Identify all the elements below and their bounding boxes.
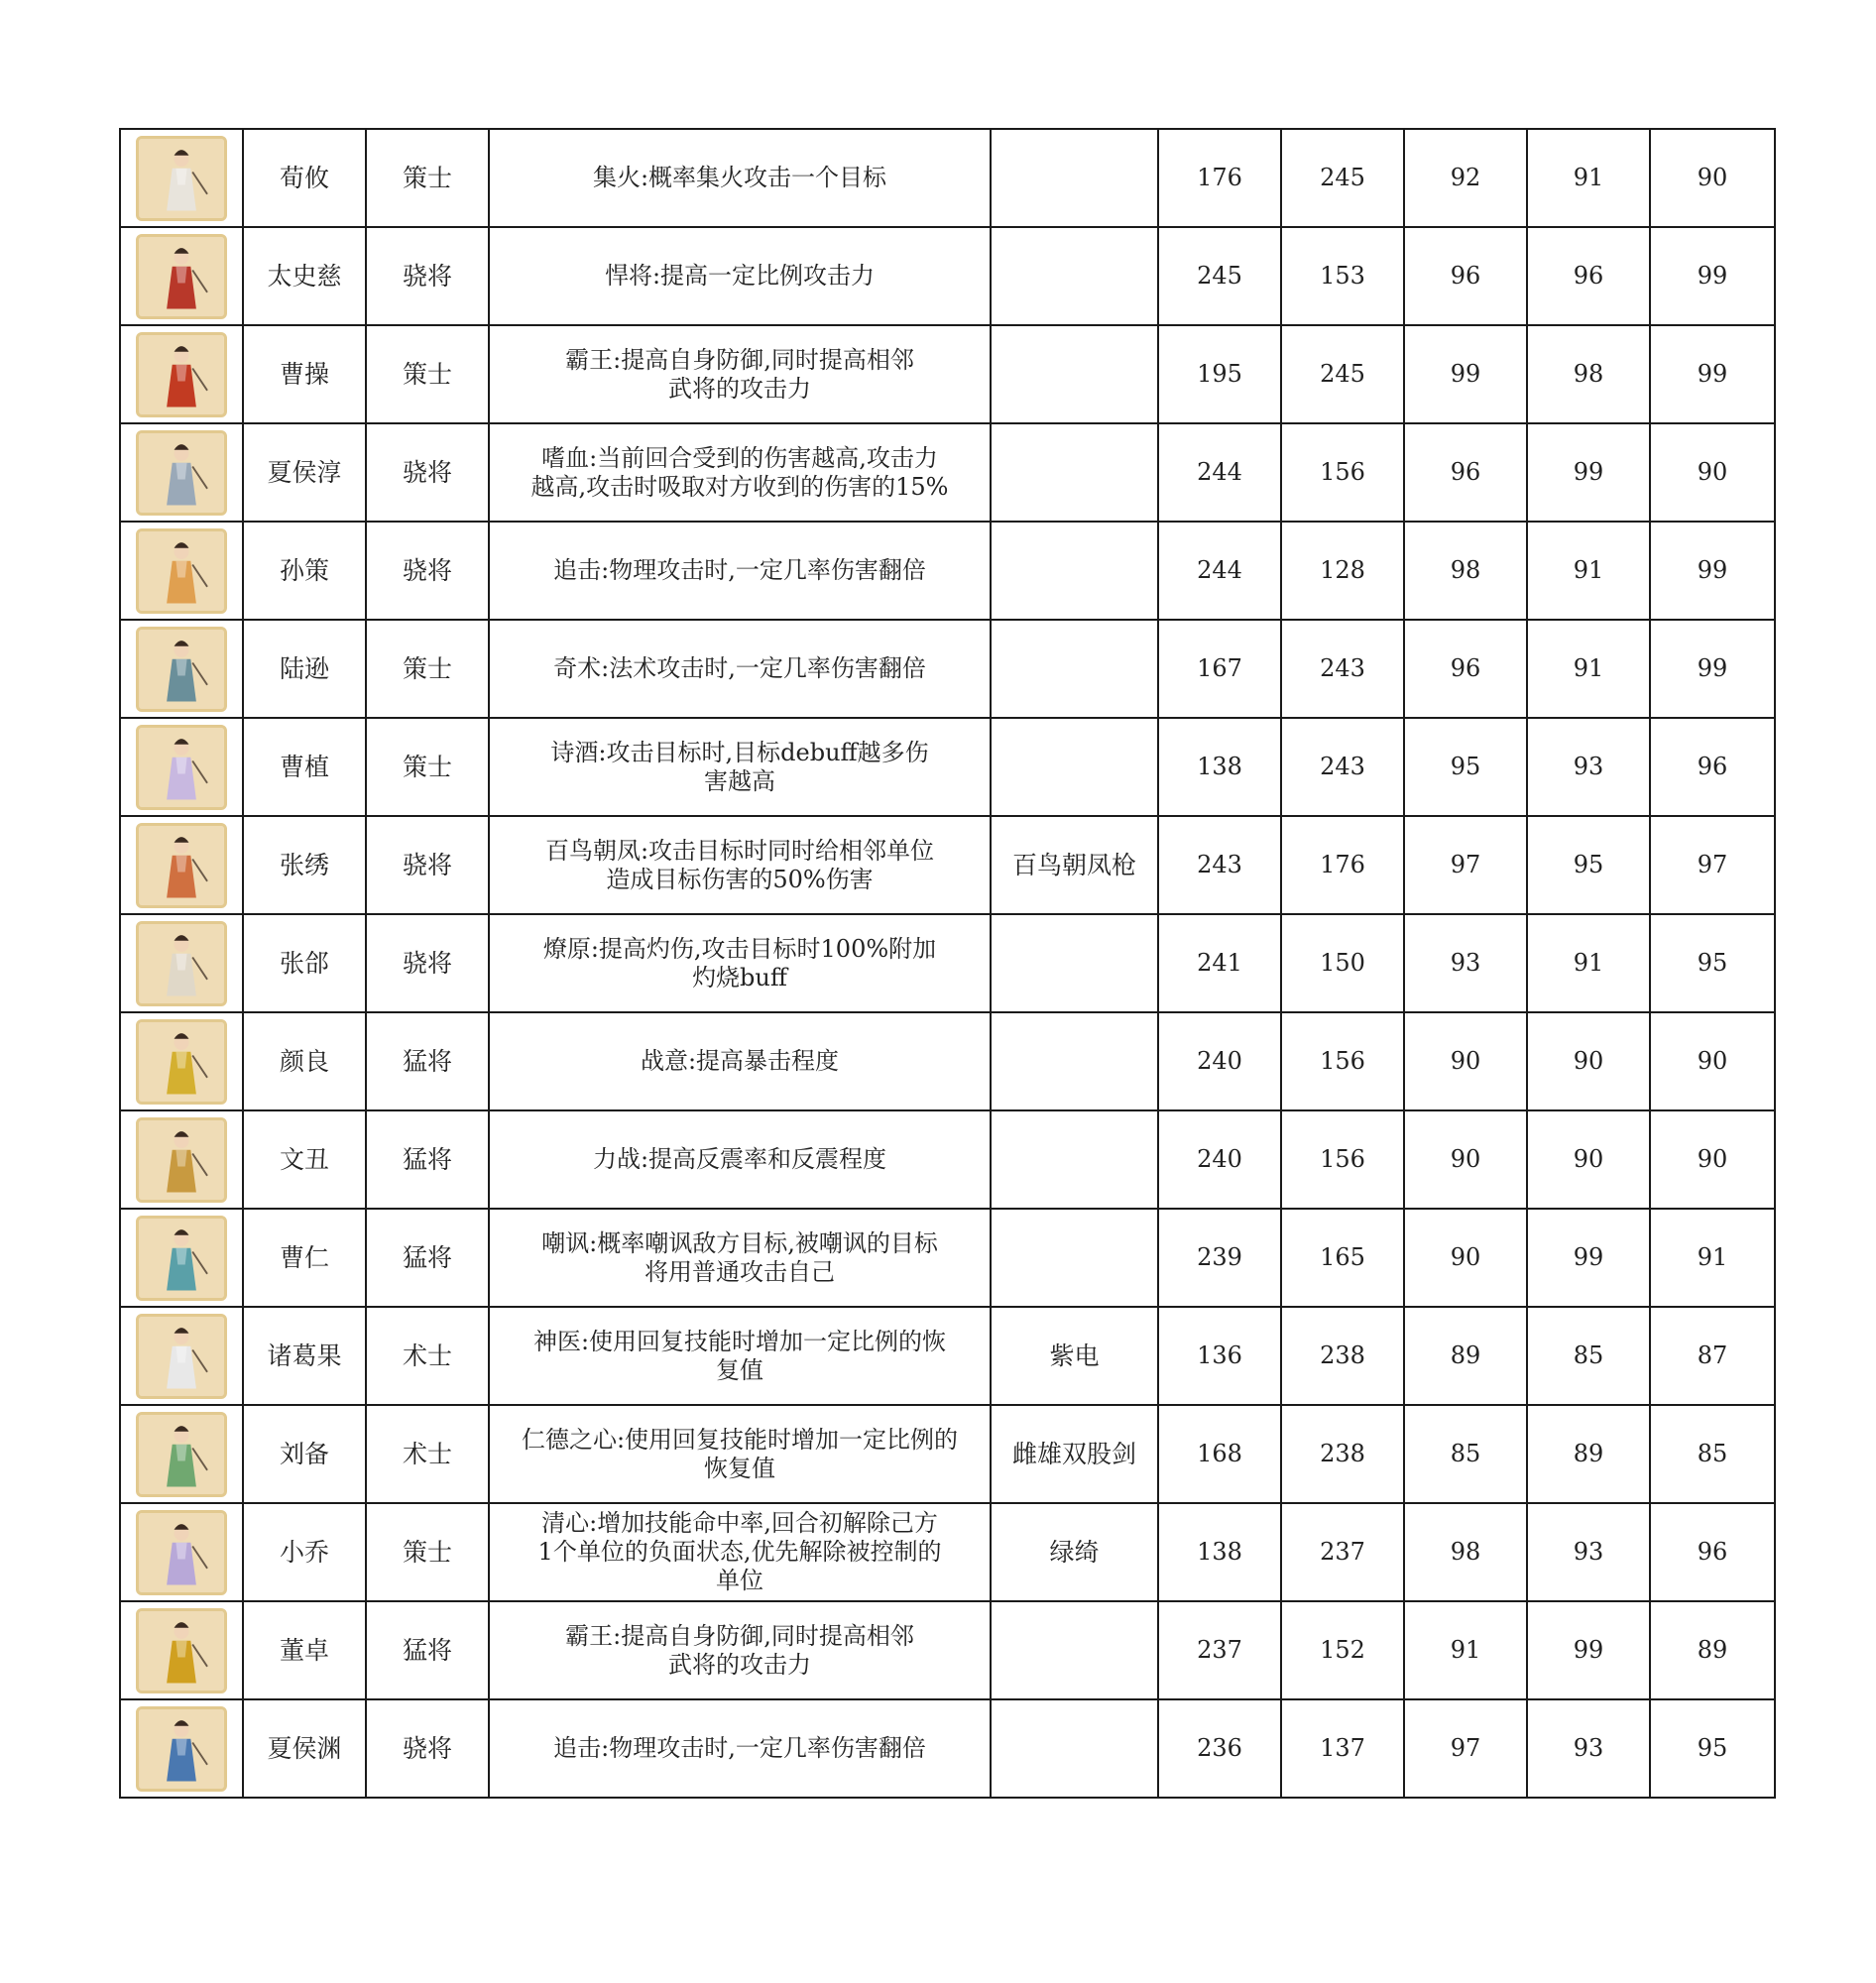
portrait-cell [120,423,243,522]
weapon-name [991,522,1158,620]
portrait-cell [120,816,243,914]
table-row [120,1307,1775,1405]
general-name: 太史慈 [243,227,366,325]
general-portrait-icon [136,234,227,319]
stat-value-1: 168 [1158,1405,1281,1503]
stat-value-5: 90 [1650,1012,1775,1110]
general-role: 策士 [366,620,489,718]
stat-value-3: 99 [1404,325,1527,423]
stat-value-3: 98 [1404,1503,1527,1601]
stat-value-1: 237 [1158,1601,1281,1699]
stat-value-3: 96 [1404,620,1527,718]
general-role: 策士 [366,325,489,423]
generals-table [119,128,1776,1799]
general-role: 骁将 [366,816,489,914]
stat-value-1: 239 [1158,1209,1281,1307]
general-name: 颜良 [243,1012,366,1110]
stat-value-5: 96 [1650,718,1775,816]
stat-value-3: 97 [1404,1699,1527,1798]
stat-value-1: 240 [1158,1012,1281,1110]
stat-value-3: 90 [1404,1209,1527,1307]
weapon-name [991,718,1158,816]
stat-value-3: 90 [1404,1110,1527,1209]
stat-value-3: 85 [1404,1405,1527,1503]
weapon-name [991,914,1158,1012]
stat-value-1: 245 [1158,227,1281,325]
portrait-cell [120,1307,243,1405]
stat-value-1: 236 [1158,1699,1281,1798]
stat-value-2: 150 [1281,914,1404,1012]
general-portrait-icon [136,823,227,908]
general-portrait-icon [136,1608,227,1693]
general-name: 张绣 [243,816,366,914]
table-body [120,129,1775,1798]
weapon-name [991,620,1158,718]
skill-description: 集火:概率集火攻击一个目标 [489,129,991,227]
portrait-cell [120,1209,243,1307]
general-role: 骁将 [366,423,489,522]
stat-value-2: 238 [1281,1307,1404,1405]
stat-value-5: 90 [1650,129,1775,227]
weapon-name [991,1110,1158,1209]
stat-value-1: 138 [1158,1503,1281,1601]
table-row [120,1012,1775,1110]
table-row [120,1601,1775,1699]
stat-value-2: 176 [1281,816,1404,914]
stat-value-1: 138 [1158,718,1281,816]
portrait-cell [120,129,243,227]
weapon-name: 紫电 [991,1307,1158,1405]
stat-value-2: 243 [1281,718,1404,816]
stat-value-1: 243 [1158,816,1281,914]
skill-description: 清心:增加技能命中率,回合初解除己方 1个单位的负面状态,优先解除被控制的 单位 [489,1503,991,1601]
stat-value-4: 91 [1527,129,1650,227]
weapon-name [991,1012,1158,1110]
general-role: 骁将 [366,914,489,1012]
weapon-name [991,129,1158,227]
general-portrait-icon [136,528,227,614]
stat-value-5: 96 [1650,1503,1775,1601]
stat-value-5: 91 [1650,1209,1775,1307]
stat-value-5: 99 [1650,522,1775,620]
general-name: 夏侯渊 [243,1699,366,1798]
stat-value-2: 245 [1281,129,1404,227]
general-portrait-icon [136,1706,227,1792]
stat-value-1: 240 [1158,1110,1281,1209]
stat-value-2: 238 [1281,1405,1404,1503]
general-portrait-icon [136,1117,227,1203]
general-portrait-icon [136,332,227,417]
general-role: 术士 [366,1405,489,1503]
general-portrait-icon [136,136,227,221]
stat-value-4: 99 [1527,423,1650,522]
skill-description: 神医:使用回复技能时增加一定比例的恢 复值 [489,1307,991,1405]
stat-value-3: 96 [1404,227,1527,325]
general-role: 骁将 [366,522,489,620]
stat-value-4: 90 [1527,1110,1650,1209]
portrait-cell [120,227,243,325]
general-portrait-icon [136,430,227,516]
stat-value-5: 89 [1650,1601,1775,1699]
general-role: 骁将 [366,227,489,325]
weapon-name: 雌雄双股剑 [991,1405,1158,1503]
general-name: 曹植 [243,718,366,816]
stat-value-3: 90 [1404,1012,1527,1110]
stat-value-3: 97 [1404,816,1527,914]
skill-description: 嘲讽:概率嘲讽敌方目标,被嘲讽的目标 将用普通攻击自己 [489,1209,991,1307]
table-row [120,1209,1775,1307]
portrait-cell [120,1699,243,1798]
table-row [120,816,1775,914]
weapon-name [991,1209,1158,1307]
stat-value-4: 95 [1527,816,1650,914]
general-portrait-icon [136,1216,227,1301]
skill-description: 追击:物理攻击时,一定几率伤害翻倍 [489,1699,991,1798]
stat-value-4: 96 [1527,227,1650,325]
stat-value-4: 99 [1527,1601,1650,1699]
general-role: 猛将 [366,1601,489,1699]
skill-description: 百鸟朝凤:攻击目标时同时给相邻单位 造成目标伤害的50%伤害 [489,816,991,914]
stat-value-3: 92 [1404,129,1527,227]
general-name: 诸葛果 [243,1307,366,1405]
stat-value-4: 98 [1527,325,1650,423]
general-name: 曹仁 [243,1209,366,1307]
stat-value-4: 93 [1527,1699,1650,1798]
skill-description: 奇术:法术攻击时,一定几率伤害翻倍 [489,620,991,718]
stat-value-4: 91 [1527,620,1650,718]
general-role: 骁将 [366,1699,489,1798]
table-row [120,129,1775,227]
stat-value-2: 165 [1281,1209,1404,1307]
general-name: 文丑 [243,1110,366,1209]
weapon-name: 百鸟朝凤枪 [991,816,1158,914]
stat-value-5: 99 [1650,325,1775,423]
table-row [120,718,1775,816]
skill-description: 悍将:提高一定比例攻击力 [489,227,991,325]
general-name: 刘备 [243,1405,366,1503]
general-name: 张郃 [243,914,366,1012]
stat-value-1: 136 [1158,1307,1281,1405]
general-portrait-icon [136,1510,227,1595]
weapon-name [991,423,1158,522]
stat-value-1: 244 [1158,423,1281,522]
stat-value-1: 241 [1158,914,1281,1012]
table-row [120,522,1775,620]
stat-value-4: 91 [1527,522,1650,620]
stat-value-5: 99 [1650,620,1775,718]
portrait-cell [120,1405,243,1503]
stat-value-2: 152 [1281,1601,1404,1699]
general-name: 夏侯淳 [243,423,366,522]
general-name: 荀攸 [243,129,366,227]
portrait-cell [120,325,243,423]
stat-value-4: 90 [1527,1012,1650,1110]
skill-description: 燎原:提高灼伤,攻击目标时100%附加 灼烧buff [489,914,991,1012]
stat-value-2: 153 [1281,227,1404,325]
stat-value-3: 96 [1404,423,1527,522]
table-row [120,620,1775,718]
portrait-cell [120,1503,243,1601]
stat-value-3: 93 [1404,914,1527,1012]
skill-description: 霸王:提高自身防御,同时提高相邻 武将的攻击力 [489,325,991,423]
general-role: 猛将 [366,1209,489,1307]
portrait-cell [120,914,243,1012]
stat-value-4: 93 [1527,1503,1650,1601]
portrait-cell [120,1012,243,1110]
weapon-name [991,1601,1158,1699]
general-name: 陆逊 [243,620,366,718]
general-name: 曹操 [243,325,366,423]
general-portrait-icon [136,1019,227,1105]
stat-value-5: 90 [1650,423,1775,522]
portrait-cell [120,1601,243,1699]
table-row [120,1110,1775,1209]
stat-value-2: 156 [1281,1012,1404,1110]
skill-description: 诗酒:攻击目标时,目标debuff越多伤 害越高 [489,718,991,816]
stat-value-5: 95 [1650,1699,1775,1798]
skill-description: 战意:提高暴击程度 [489,1012,991,1110]
stat-value-3: 89 [1404,1307,1527,1405]
stat-value-2: 245 [1281,325,1404,423]
stat-value-5: 85 [1650,1405,1775,1503]
general-name: 小乔 [243,1503,366,1601]
portrait-cell [120,620,243,718]
stat-value-1: 176 [1158,129,1281,227]
table-row [120,1699,1775,1798]
stat-value-2: 243 [1281,620,1404,718]
general-role: 猛将 [366,1012,489,1110]
table-row [120,423,1775,522]
stat-value-3: 91 [1404,1601,1527,1699]
stat-value-3: 98 [1404,522,1527,620]
table-row [120,1405,1775,1503]
general-role: 策士 [366,1503,489,1601]
stat-value-3: 95 [1404,718,1527,816]
stat-value-5: 95 [1650,914,1775,1012]
stat-value-2: 137 [1281,1699,1404,1798]
stat-value-1: 244 [1158,522,1281,620]
general-portrait-icon [136,1412,227,1497]
table-row [120,227,1775,325]
skill-description: 追击:物理攻击时,一定几率伤害翻倍 [489,522,991,620]
stat-value-5: 99 [1650,227,1775,325]
general-role: 术士 [366,1307,489,1405]
general-role: 策士 [366,718,489,816]
stat-value-4: 89 [1527,1405,1650,1503]
stat-value-2: 237 [1281,1503,1404,1601]
general-name: 董卓 [243,1601,366,1699]
stat-value-5: 90 [1650,1110,1775,1209]
general-name: 孙策 [243,522,366,620]
skill-description: 嗜血:当前回合受到的伤害越高,攻击力 越高,攻击时吸取对方收到的伤害的15% [489,423,991,522]
stat-value-4: 85 [1527,1307,1650,1405]
stat-value-2: 128 [1281,522,1404,620]
general-role: 策士 [366,129,489,227]
stat-value-2: 156 [1281,1110,1404,1209]
stat-value-1: 167 [1158,620,1281,718]
stat-value-5: 87 [1650,1307,1775,1405]
weapon-name [991,1699,1158,1798]
table-row [120,1503,1775,1601]
skill-description: 霸王:提高自身防御,同时提高相邻 武将的攻击力 [489,1601,991,1699]
general-role: 猛将 [366,1110,489,1209]
stat-value-4: 91 [1527,914,1650,1012]
weapon-name [991,227,1158,325]
stat-value-5: 97 [1650,816,1775,914]
skill-description: 力战:提高反震率和反震程度 [489,1110,991,1209]
weapon-name: 绿绮 [991,1503,1158,1601]
portrait-cell [120,718,243,816]
portrait-cell [120,522,243,620]
general-portrait-icon [136,627,227,712]
weapon-name [991,325,1158,423]
stat-value-4: 99 [1527,1209,1650,1307]
stat-value-1: 195 [1158,325,1281,423]
stat-value-2: 156 [1281,423,1404,522]
skill-description: 仁德之心:使用回复技能时增加一定比例的 恢复值 [489,1405,991,1503]
stat-value-4: 93 [1527,718,1650,816]
general-portrait-icon [136,921,227,1006]
table-row [120,325,1775,423]
general-portrait-icon [136,725,227,810]
portrait-cell [120,1110,243,1209]
general-portrait-icon [136,1314,227,1399]
table-row [120,914,1775,1012]
